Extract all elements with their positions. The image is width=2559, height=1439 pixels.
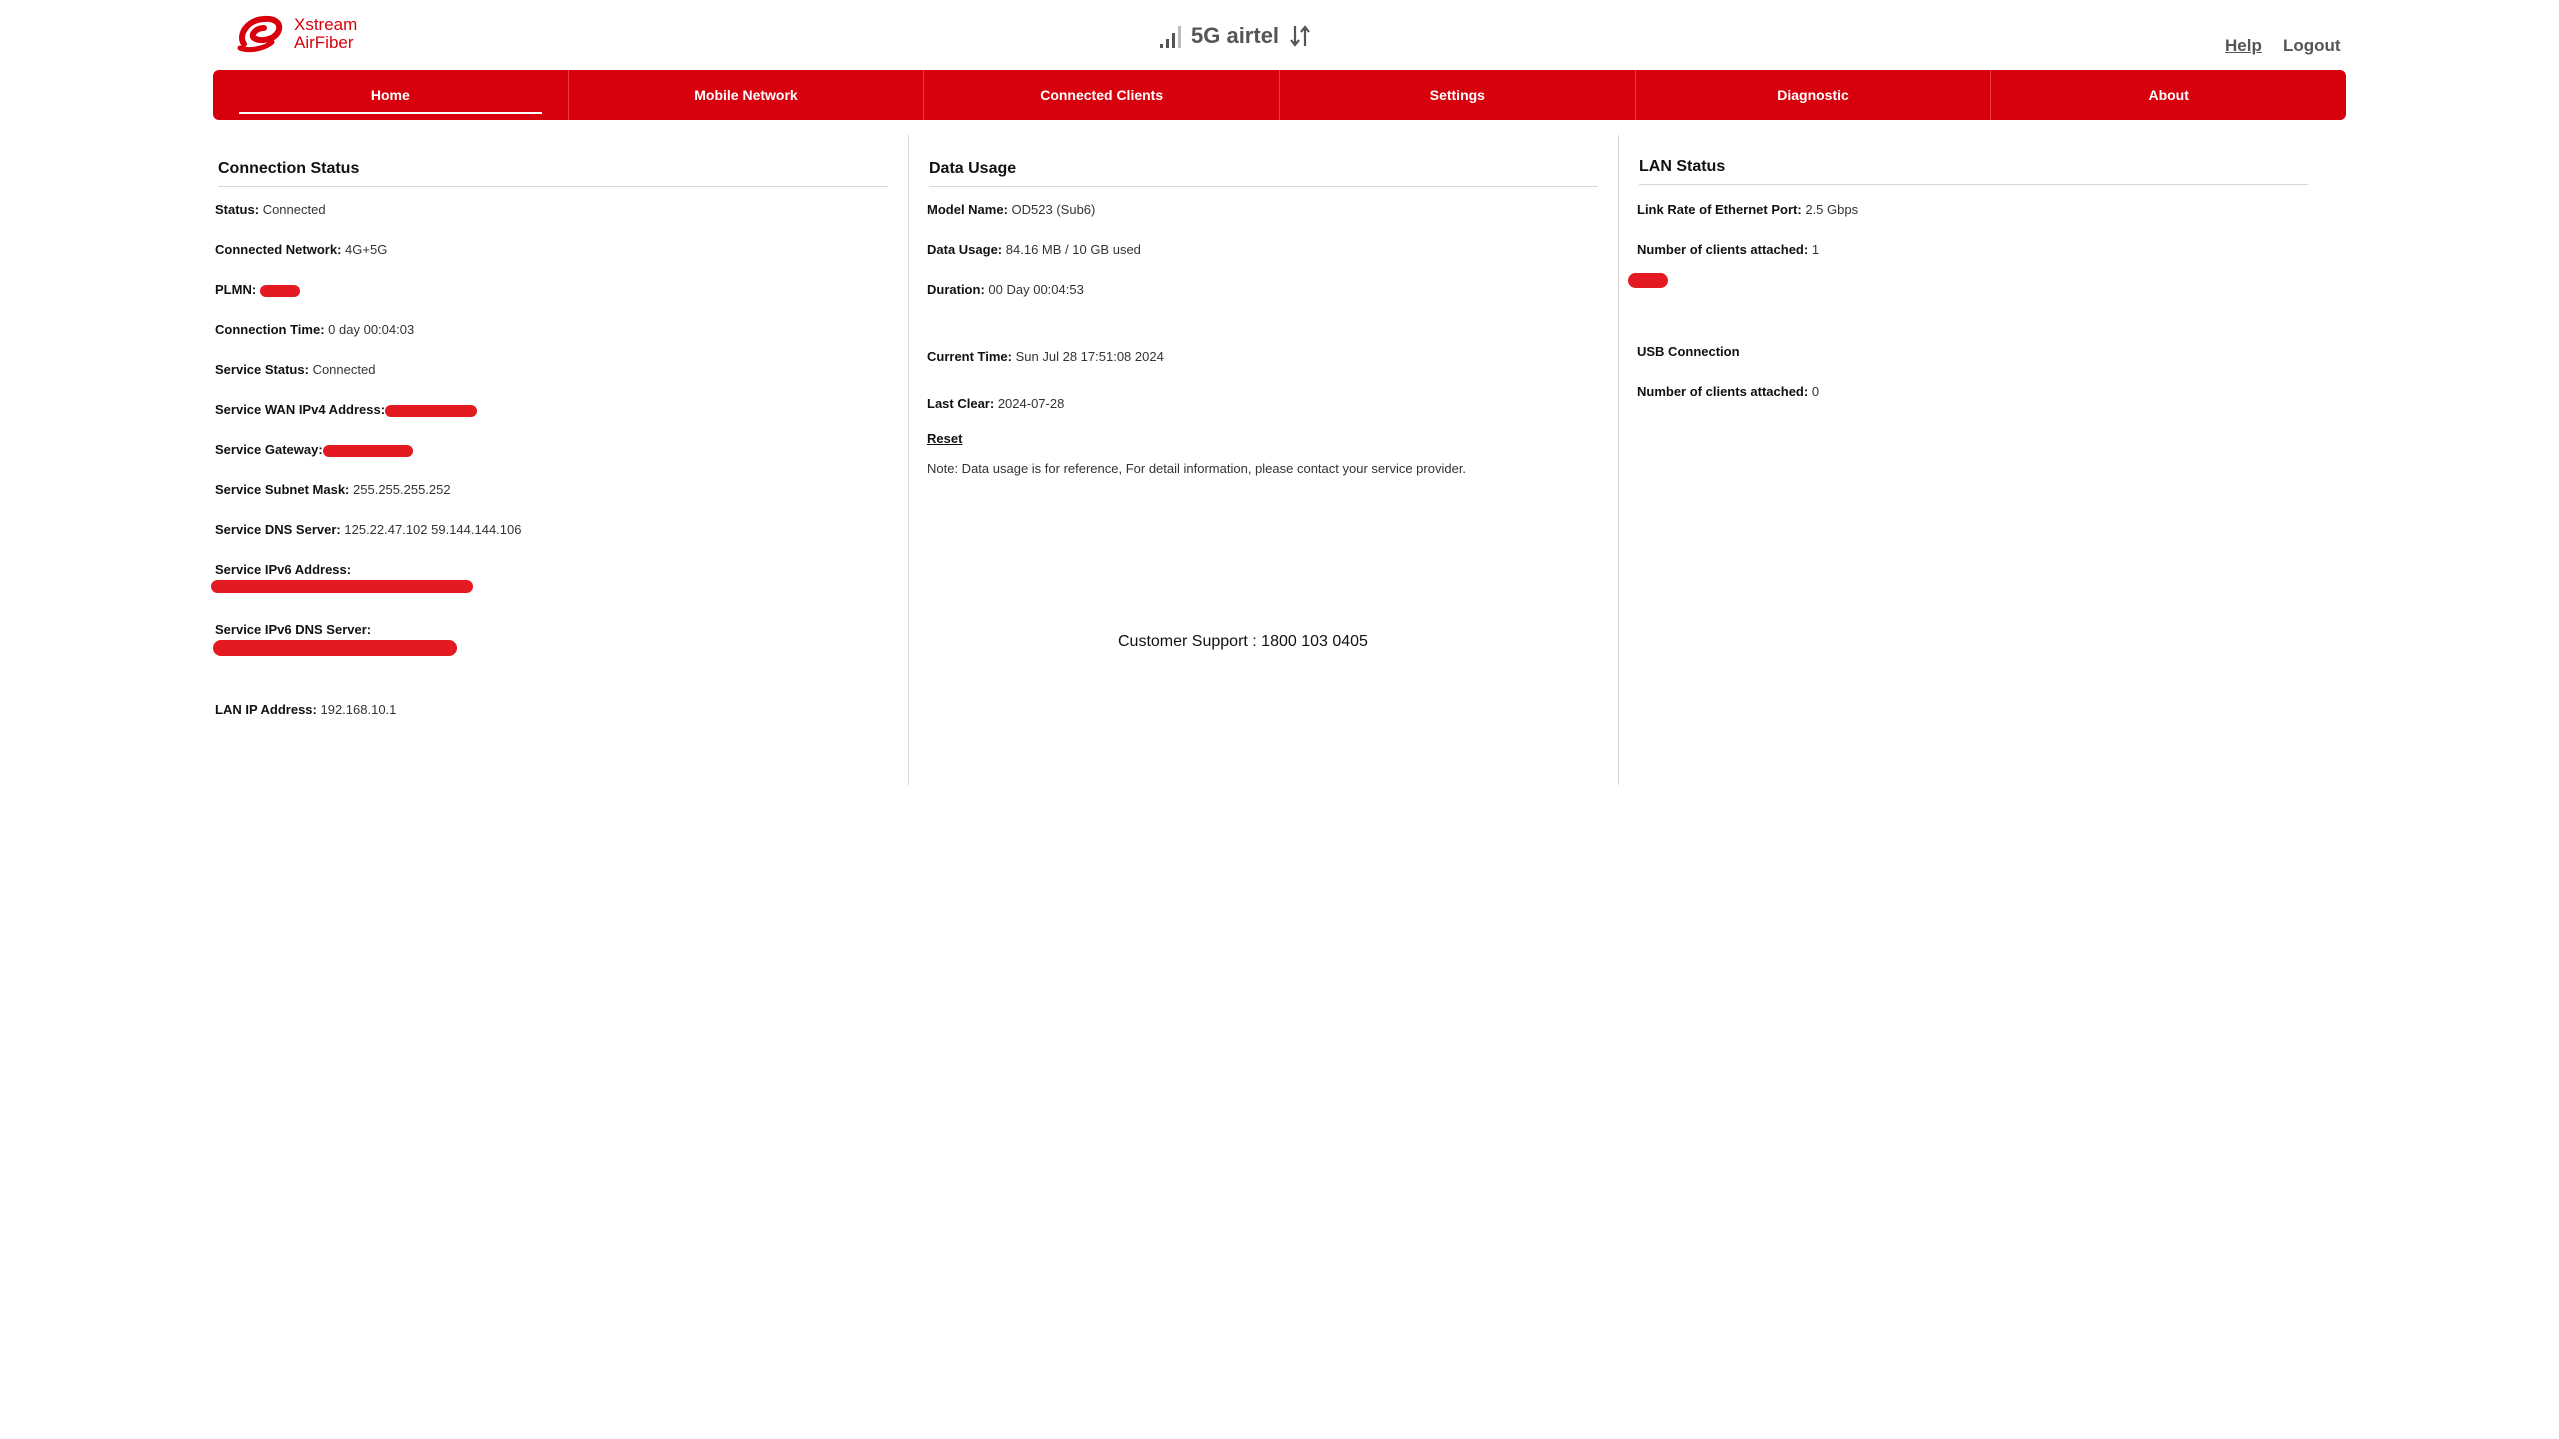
- connection-time-label: Connection Time:: [215, 322, 325, 337]
- current-time-label: Current Time:: [927, 349, 1012, 364]
- redaction-mark: [1628, 273, 1668, 288]
- ipv6-address-row: [215, 561, 351, 578]
- tab-settings[interactable]: Settings: [1280, 70, 1636, 120]
- lan-clients-label: Number of clients attached:: [1637, 242, 1809, 257]
- usb-connection-title: [1637, 343, 1740, 360]
- status-label: Status:: [215, 202, 260, 217]
- brand-name: [294, 16, 357, 52]
- service-status-value: Connected: [312, 362, 376, 377]
- usb-clients-value: 0: [1811, 384, 1820, 399]
- usage-note: Note: Data usage is for reference, For detail information, please contact your service provider.: [927, 461, 1467, 476]
- lan-ip-value: 192.168.10.1: [320, 702, 397, 717]
- current-time-value: Sun Jul 28 17:51:08 2024: [1015, 349, 1164, 364]
- redaction-mark: [260, 285, 300, 297]
- data-usage-panel: [908, 135, 1618, 785]
- lan-clients-row: [1637, 241, 1819, 258]
- model-name-label: Model Name:: [927, 202, 1008, 217]
- connected-network-label: Connected Network:: [215, 242, 342, 257]
- subnet-mask-row: [215, 481, 451, 498]
- connection-status-panel: [213, 135, 908, 785]
- wan-ipv4-label: Service WAN IPv4 Address:: [215, 402, 386, 417]
- connection-time-row: [215, 321, 414, 338]
- brand-logo[interactable]: [236, 14, 357, 54]
- lan-status-title: LAN Status: [1639, 158, 2308, 185]
- connection-time-value: 0 day 00:04:03: [328, 322, 415, 337]
- ipv6-dns-label: Service IPv6 DNS Server:: [215, 622, 372, 637]
- link-rate-row: [1637, 201, 1858, 218]
- status-row: [215, 201, 326, 218]
- brand-line-2: AirFiber: [294, 33, 354, 52]
- gateway-label: Service Gateway:: [215, 442, 323, 457]
- network-status: [1160, 24, 1311, 48]
- network-label: 5G airtel: [1191, 23, 1280, 48]
- data-usage-value: 84.16 MB / 10 GB used: [1005, 242, 1141, 257]
- status-value: Connected: [262, 202, 326, 217]
- tab-mobile-network[interactable]: Mobile Network: [569, 70, 925, 120]
- lan-clients-value: 1: [1811, 242, 1820, 257]
- redaction-mark: [385, 405, 477, 417]
- last-clear-label: Last Clear:: [927, 396, 995, 411]
- dns-server-row: [215, 521, 522, 538]
- lan-ip-label: LAN IP Address:: [215, 702, 317, 717]
- tab-diagnostic[interactable]: Diagnostic: [1636, 70, 1992, 120]
- duration-value: 00 Day 00:04:53: [988, 282, 1084, 297]
- usb-clients-row: [1637, 383, 1819, 400]
- data-usage-label: Data Usage:: [927, 242, 1003, 257]
- service-status-row: [215, 361, 375, 378]
- data-usage-title: Data Usage: [929, 160, 1598, 187]
- usb-clients-label: Number of clients attached:: [1637, 384, 1809, 399]
- signal-bars-icon: [1160, 26, 1181, 48]
- service-status-label: Service Status:: [215, 362, 309, 377]
- tab-home[interactable]: Home: [213, 70, 569, 120]
- lan-ip-row: [215, 701, 396, 718]
- link-rate-value: 2.5 Gbps: [1805, 202, 1859, 217]
- connected-network-value: 4G+5G: [345, 242, 388, 257]
- last-clear-row: [927, 395, 1064, 412]
- plmn-label: PLMN:: [215, 282, 257, 297]
- logout-link[interactable]: Logout: [2283, 36, 2341, 55]
- airtel-logo-icon: [236, 14, 284, 54]
- connection-status-title: Connection Status: [218, 160, 888, 187]
- reset-row: [927, 430, 962, 447]
- duration-row: [927, 281, 1084, 298]
- reset-link[interactable]: Reset: [927, 431, 963, 446]
- main-nav: [213, 70, 2346, 120]
- subnet-mask-label: Service Subnet Mask:: [215, 482, 350, 497]
- ipv6-address-label: Service IPv6 Address:: [215, 562, 352, 577]
- dns-server-value: 125.22.47.102 59.144.144.106: [344, 522, 522, 537]
- wan-ipv4-row: [215, 401, 477, 418]
- connected-network-row: [215, 241, 387, 258]
- model-name-row: [927, 201, 1095, 218]
- gateway-row: [215, 441, 413, 458]
- lan-status-panel: [1618, 135, 2328, 785]
- plmn-row: [215, 281, 300, 298]
- subnet-mask-value: 255.255.255.252: [353, 482, 451, 497]
- redaction-mark: [211, 580, 473, 593]
- usb-connection-label: USB Connection: [1637, 344, 1740, 359]
- redaction-mark: [323, 445, 413, 457]
- data-usage-row: [927, 241, 1141, 258]
- tab-about[interactable]: About: [2148, 87, 2189, 103]
- model-name-value: OD523 (Sub6): [1011, 202, 1096, 217]
- current-time-row: [927, 348, 1164, 365]
- last-clear-value: 2024-07-28: [997, 396, 1065, 411]
- duration-label: Duration:: [927, 282, 985, 297]
- dns-server-label: Service DNS Server:: [215, 522, 341, 537]
- ipv6-dns-row: [215, 621, 371, 638]
- up-down-arrows-icon: [1289, 24, 1311, 48]
- customer-support: Customer Support : 1800 103 0405: [1118, 633, 1368, 650]
- redaction-mark: [213, 640, 457, 656]
- brand-line-1: Xstream: [294, 15, 358, 34]
- help-link[interactable]: Help: [2225, 36, 2262, 55]
- tab-connected-clients[interactable]: Connected Clients: [924, 70, 1280, 120]
- link-rate-label: Link Rate of Ethernet Port:: [1637, 202, 1802, 217]
